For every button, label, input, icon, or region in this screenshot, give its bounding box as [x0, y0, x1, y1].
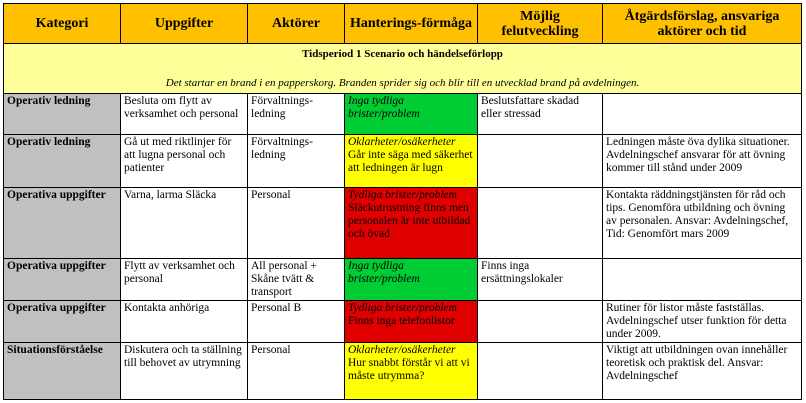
atgardsforslag-cell: Ledningen måste öva dylika situationer. Avdelningschef ansvarar för att övning kommer till stånd under 2009 — [603, 135, 802, 188]
kategori-cell: Situationsförståelse — [4, 343, 121, 400]
atgardsforslag-cell: Rutiner för listor måste fastställas. Avdelningschef utser funktion för detta under 2009. — [603, 301, 802, 343]
uppgifter-cell: Varna, larma Släcka — [121, 188, 248, 259]
aktorer-cell: Förvaltnings-ledning — [248, 135, 345, 188]
atgardsforslag-cell — [603, 94, 802, 135]
hanteringsformaga-status: Oklarheter/osäkerheter — [348, 344, 456, 356]
header-uppgifter: Uppgifter — [121, 4, 248, 44]
header-kategori: Kategori — [4, 4, 121, 44]
hanteringsformaga-cell — [345, 135, 478, 188]
uppgifter-cell: Kontakta anhöriga — [121, 301, 248, 343]
kategori-cell: Operativa uppgifter — [4, 188, 121, 259]
header-hanteringsformaga: Hanterings-förmåga — [345, 4, 478, 44]
felutveckling-cell — [478, 301, 603, 343]
uppgifter-cell: Diskutera och ta ställning till behovet av utrymning — [121, 343, 248, 400]
felutveckling-cell — [478, 188, 603, 259]
hanteringsformaga-cell — [345, 301, 478, 343]
uppgifter-cell: Besluta om flytt av verksamhet och personal — [121, 94, 248, 135]
aktorer-cell: All personal + Skåne tvätt & transport — [248, 259, 345, 301]
felutveckling-cell — [478, 135, 603, 188]
period-description: Det startar en brand i en papperskorg. Branden sprider sig och blir till en utvecklad brand på avdelningen. — [165, 77, 640, 89]
hanteringsformaga-text: Släckutrustning finns men personalen är inte utbildad och övad — [348, 202, 471, 240]
kategori-cell: Operativ ledning — [4, 94, 121, 135]
kategori-cell: Operativa uppgifter — [4, 259, 121, 301]
hanteringsformaga-cell — [345, 343, 478, 400]
table-row — [4, 343, 802, 400]
table-row — [4, 259, 802, 301]
atgardsforslag-cell — [603, 259, 802, 301]
period-cell — [4, 44, 802, 94]
header-aktorer: Aktörer — [248, 4, 345, 44]
aktorer-cell: Personal B — [248, 301, 345, 343]
table-row — [4, 188, 802, 259]
kategori-cell: Operativ ledning — [4, 135, 121, 188]
hanteringsformaga-status: Inga tydliga brister/problem — [348, 260, 420, 285]
header-row — [4, 4, 802, 44]
period-row — [4, 44, 802, 94]
hanteringsformaga-cell — [345, 94, 478, 135]
hanteringsformaga-text: Går inte säga med säkerhet att ledningen är lugn — [348, 149, 473, 174]
hanteringsformaga-cell — [345, 188, 478, 259]
aktorer-cell: Personal — [248, 343, 345, 400]
aktorer-cell: Förvaltnings-ledning — [248, 94, 345, 135]
period-title: Tidsperiod 1 Scenario och händelseförlopp — [302, 48, 503, 60]
felutveckling-cell — [478, 343, 603, 400]
hanteringsformaga-text: Finns inga telefonlistor — [348, 315, 455, 327]
atgardsforslag-cell: Viktigt att utbildningen ovan innehåller teoretisk och praktisk del. Ansvar: Avdelningschef — [603, 343, 802, 400]
hanteringsformaga-status: Oklarheter/osäkerheter — [348, 136, 456, 148]
felutveckling-cell: Finns inga ersättningslokaler — [478, 259, 603, 301]
risk-analysis-table — [3, 3, 802, 400]
hanteringsformaga-text: Hur snabbt förstår vi att vi måste utrymma? — [348, 357, 470, 382]
aktorer-cell: Personal — [248, 188, 345, 259]
hanteringsformaga-status: Tydliga brister/problem — [348, 302, 457, 314]
table-row — [4, 135, 802, 188]
table-row — [4, 94, 802, 135]
kategori-cell: Operativa uppgifter — [4, 301, 121, 343]
header-mojlig-felutveckling: Möjlig felutveckling — [478, 4, 603, 44]
table-row — [4, 301, 802, 343]
header-atgardsforslag: Åtgärdsförslag, ansvariga aktörer och tid — [603, 4, 802, 44]
hanteringsformaga-status: Inga tydliga brister/problem — [348, 95, 420, 120]
uppgifter-cell: Gå ut med riktlinjer för att lugna personal och patienter — [121, 135, 248, 188]
hanteringsformaga-cell — [345, 259, 478, 301]
atgardsforslag-cell: Kontakta räddningstjänsten för råd och tips. Genomföra utbildning och övning av personalen. Ansvar: Avdelningschef, Tid: Genomfört mars 2009 — [603, 188, 802, 259]
felutveckling-cell: Beslutsfattare skadad eller stressad — [478, 94, 603, 135]
uppgifter-cell: Flytt av verksamhet och personal — [121, 259, 248, 301]
hanteringsformaga-status: Tydliga brister/problem — [348, 189, 457, 201]
